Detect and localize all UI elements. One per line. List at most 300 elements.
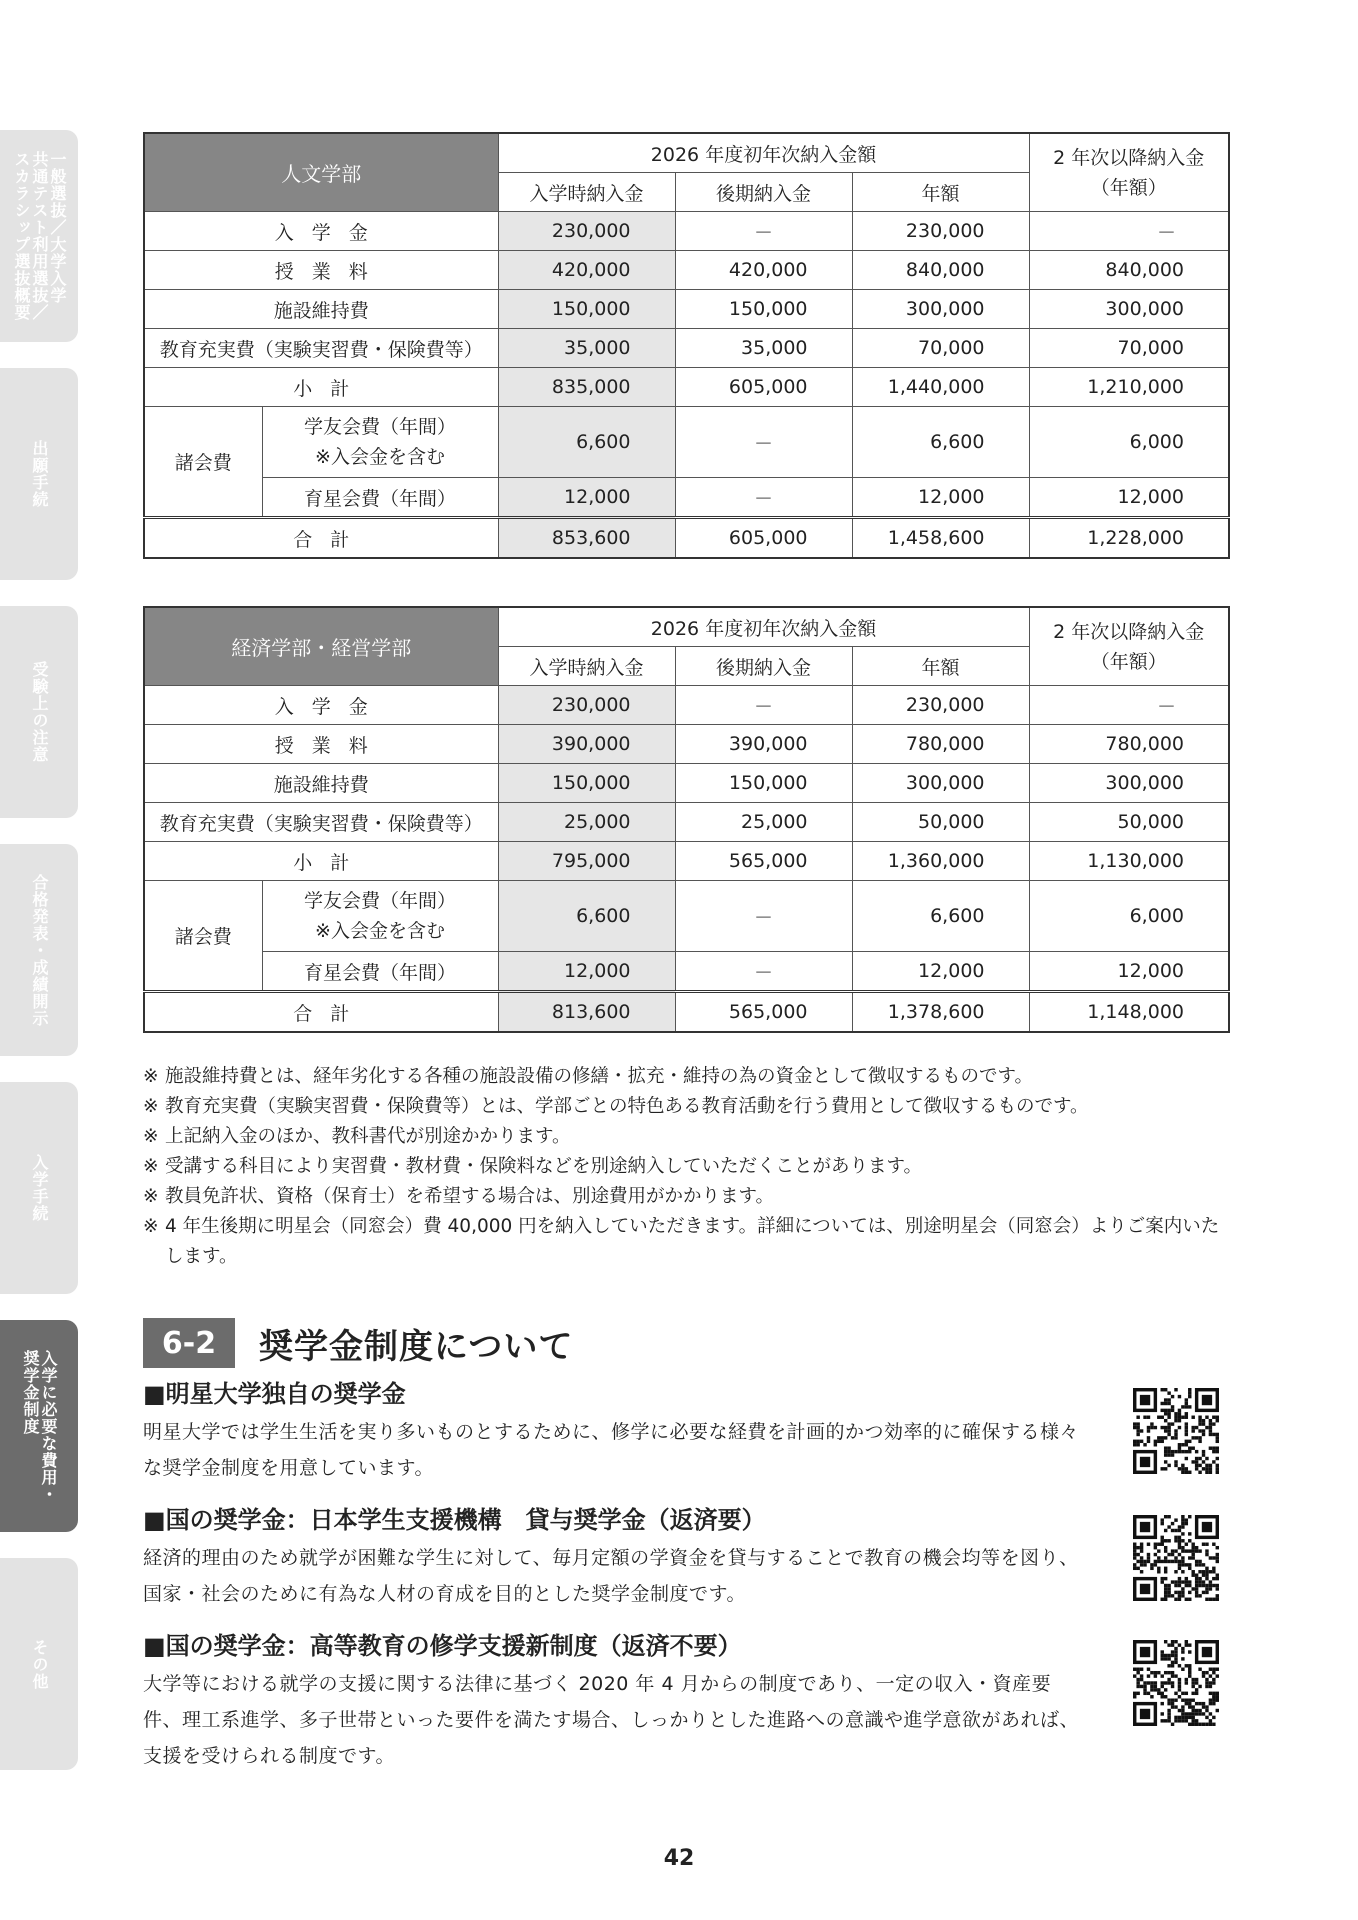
qr-module [1202, 1584, 1205, 1587]
row-label: 諸会費 [144, 881, 262, 992]
qr-module [1133, 1695, 1136, 1698]
side-tab-application[interactable] [0, 368, 78, 580]
table-row [144, 329, 1229, 368]
qr-module [1202, 1433, 1205, 1436]
table-row-total [144, 518, 1229, 559]
qr-module [1191, 1556, 1194, 1559]
qr-module [1136, 1443, 1139, 1446]
qr-module [1154, 1685, 1157, 1688]
qr-module [1181, 1405, 1184, 1408]
cell: － [675, 881, 852, 952]
side-tab-other[interactable] [0, 1558, 78, 1770]
qr-module [1167, 1515, 1170, 1518]
qr-module [1181, 1546, 1184, 1549]
qr-module [1164, 1546, 1167, 1549]
qr-module [1164, 1446, 1167, 1449]
qr-module [1171, 1405, 1174, 1408]
note-mark: ※ [143, 1096, 159, 1117]
qr-module [1154, 1426, 1157, 1429]
qr-module [1147, 1426, 1150, 1429]
qr-module [1216, 1587, 1219, 1590]
qr-module [1147, 1416, 1150, 1419]
qr-module [1171, 1549, 1174, 1552]
qr-module [1147, 1553, 1150, 1556]
qr-module [1174, 1716, 1177, 1719]
qr-module [1161, 1685, 1164, 1688]
qr-module [1212, 1668, 1215, 1671]
side-tab-general-selection[interactable] [0, 130, 78, 342]
qr-module [1212, 1678, 1215, 1681]
qr-module [1136, 1440, 1139, 1443]
qr-module [1174, 1674, 1177, 1677]
cell: 300,000 [852, 290, 1029, 329]
qr-module [1140, 1560, 1143, 1563]
qr-code-icon[interactable] [1133, 1640, 1219, 1726]
table-row [144, 881, 1229, 952]
qr-module [1216, 1433, 1219, 1436]
qr-module [1216, 1450, 1219, 1453]
qr-module [1205, 1573, 1208, 1576]
section-number: 6-2 [143, 1318, 235, 1368]
qr-code-icon[interactable] [1133, 1515, 1219, 1601]
qr-module [1188, 1671, 1191, 1674]
qr-module [1133, 1426, 1136, 1429]
qr-module [1174, 1580, 1177, 1583]
side-tab-fees-scholarships[interactable] [0, 1320, 78, 1532]
qr-module [1216, 1464, 1219, 1467]
qr-module [1136, 1671, 1139, 1674]
qr-code-icon[interactable] [1133, 1388, 1219, 1474]
note-item [143, 1062, 1233, 1092]
cell: 795,000 [498, 842, 675, 881]
row-label: 合計 [144, 518, 498, 559]
qr-module [1140, 1584, 1150, 1594]
qr-module [1143, 1563, 1146, 1566]
qr-module [1216, 1577, 1219, 1580]
cell: － [675, 212, 852, 251]
qr-module [1140, 1647, 1150, 1657]
qr-module [1198, 1416, 1201, 1419]
qr-module [1140, 1570, 1143, 1573]
qr-module [1181, 1450, 1184, 1453]
qr-module [1195, 1549, 1198, 1552]
qr-module [1202, 1460, 1205, 1463]
qr-module [1202, 1543, 1205, 1546]
qr-module [1167, 1553, 1170, 1556]
qr-module [1195, 1702, 1198, 1705]
qr-module [1188, 1723, 1191, 1726]
qr-module [1174, 1416, 1177, 1419]
qr-module [1202, 1647, 1212, 1657]
side-tab-label: 入学手続 [30, 1154, 49, 1222]
cell: 420,000 [498, 251, 675, 290]
qr-module [1202, 1712, 1205, 1715]
cell: 12,000 [1029, 478, 1229, 518]
qr-module [1209, 1685, 1212, 1688]
qr-module [1164, 1591, 1167, 1594]
qr-module [1205, 1416, 1208, 1419]
qr-module [1205, 1591, 1208, 1594]
cell: 230,000 [852, 686, 1029, 725]
side-tab-exam-notes[interactable] [0, 606, 78, 818]
qr-module [1198, 1709, 1201, 1712]
qr-module [1212, 1577, 1215, 1580]
qr-module [1157, 1549, 1160, 1552]
qr-module [1188, 1405, 1191, 1408]
qr-module [1171, 1671, 1174, 1674]
qr-module [1174, 1429, 1177, 1432]
qr-module [1185, 1412, 1188, 1415]
qr-module [1157, 1556, 1160, 1559]
qr-module [1133, 1668, 1136, 1671]
qr-module [1150, 1681, 1153, 1684]
qr-module [1167, 1426, 1170, 1429]
qr-module [1171, 1705, 1174, 1708]
qr-module [1167, 1453, 1170, 1456]
qr-module [1181, 1560, 1184, 1563]
qr-module [1178, 1560, 1181, 1563]
qr-module [1161, 1467, 1164, 1470]
qr-module [1216, 1471, 1219, 1474]
table-row [144, 952, 1229, 992]
qr-module [1216, 1436, 1219, 1439]
cell: 150,000 [498, 764, 675, 803]
qr-module [1174, 1450, 1177, 1453]
qr-module [1188, 1539, 1191, 1542]
qr-module [1185, 1522, 1188, 1525]
qr-module [1209, 1464, 1212, 1467]
cell: 1,360,000 [852, 842, 1029, 881]
qr-module [1185, 1543, 1188, 1546]
qr-module [1167, 1681, 1170, 1684]
qr-module [1143, 1443, 1146, 1446]
qr-module [1164, 1388, 1167, 1391]
qr-module [1171, 1409, 1174, 1412]
qr-module [1198, 1712, 1201, 1715]
qr-module [1195, 1591, 1198, 1594]
qr-module [1198, 1584, 1201, 1587]
qr-module [1181, 1532, 1184, 1535]
qr-module [1167, 1698, 1170, 1701]
qr-module [1133, 1443, 1136, 1446]
qr-module [1136, 1692, 1139, 1695]
qr-module [1171, 1698, 1174, 1701]
cell: － [1029, 686, 1229, 725]
second-year-header-line1: 2 年次以降納入金 [1053, 620, 1205, 643]
qr-module [1161, 1522, 1164, 1525]
qr-module [1164, 1688, 1167, 1691]
qr-module [1167, 1464, 1170, 1467]
cell: 1,378,600 [852, 992, 1029, 1033]
qr-module [1209, 1433, 1212, 1436]
note-text: 上記納入金のほか、教科書代が別途かかります。 [165, 1126, 571, 1147]
qr-module [1164, 1549, 1167, 1552]
row-label: 授業料 [144, 725, 498, 764]
qr-module [1188, 1549, 1191, 1552]
qr-module [1216, 1546, 1219, 1549]
qr-module [1171, 1529, 1174, 1532]
qr-module [1164, 1539, 1167, 1542]
qr-module [1188, 1584, 1191, 1587]
qr-module [1212, 1422, 1215, 1425]
qr-module [1202, 1705, 1205, 1708]
side-tab-label: 合格発表・成績開示 [30, 873, 49, 1027]
cell: 1,458,600 [852, 518, 1029, 559]
qr-module [1171, 1553, 1174, 1556]
qr-module [1205, 1587, 1208, 1590]
qr-module [1188, 1388, 1191, 1391]
qr-module [1174, 1698, 1177, 1701]
qr-module [1181, 1467, 1184, 1470]
qr-module [1205, 1671, 1208, 1674]
qr-module [1164, 1398, 1167, 1401]
qr-module [1140, 1556, 1143, 1559]
alumni-label: 学友会費（年間） [303, 890, 456, 912]
scholarship-body: 大学等における就学の支援に関する法律に基づく 2020 年 4 月からの制度であり、一定の収入・資産要件、理工系進学、多子世帯といった要件を満たす場合、しっかりとした進路への意識や進学意欲があれば、支援を受けられる制度です。 [143, 1673, 1080, 1767]
scholarship-block [143, 1378, 1083, 1486]
qr-module [1164, 1467, 1167, 1470]
row-label: 小計 [144, 842, 498, 881]
qr-module [1136, 1560, 1139, 1563]
cell: 230,000 [498, 686, 675, 725]
qr-module [1178, 1536, 1181, 1539]
table-row [144, 764, 1229, 803]
qr-module [1167, 1412, 1170, 1415]
qr-module [1198, 1563, 1201, 1566]
qr-module [1212, 1681, 1215, 1684]
qr-module [1157, 1436, 1160, 1439]
qr-module [1216, 1594, 1219, 1597]
qr-module [1212, 1598, 1215, 1601]
qr-module [1154, 1440, 1157, 1443]
qr-module [1185, 1692, 1188, 1695]
fee-table-economics-management [143, 606, 1230, 1033]
qr-module [1185, 1678, 1188, 1681]
qr-module [1171, 1436, 1174, 1439]
qr-module [1181, 1570, 1184, 1573]
qr-module [1216, 1560, 1219, 1563]
qr-module [1164, 1654, 1167, 1657]
qr-module [1164, 1681, 1167, 1684]
row-label: 教育充実費（実験実習費・保険費等） [144, 329, 498, 368]
qr-module [1185, 1416, 1188, 1419]
qr-module [1209, 1598, 1212, 1601]
qr-module [1174, 1692, 1177, 1695]
qr-module [1133, 1567, 1136, 1570]
qr-module [1161, 1436, 1164, 1439]
qr-module [1181, 1518, 1184, 1521]
qr-module [1209, 1702, 1212, 1705]
qr-module [1174, 1460, 1177, 1463]
qr-module [1178, 1678, 1181, 1681]
qr-module [1164, 1450, 1167, 1453]
qr-module [1174, 1640, 1177, 1643]
qr-module [1188, 1563, 1191, 1566]
qr-module [1209, 1471, 1212, 1474]
qr-module [1167, 1664, 1170, 1667]
qr-module [1185, 1643, 1188, 1646]
qr-module [1167, 1402, 1170, 1405]
qr-module [1191, 1436, 1194, 1439]
cell: － [675, 686, 852, 725]
qr-module [1161, 1560, 1164, 1563]
qr-module [1195, 1577, 1198, 1580]
cell: 1,148,000 [1029, 992, 1229, 1033]
row-label: 諸会費 [144, 407, 262, 518]
qr-module [1174, 1419, 1177, 1422]
qr-module [1209, 1467, 1212, 1470]
cell: 420,000 [675, 251, 852, 290]
qr-module [1136, 1426, 1139, 1429]
qr-module [1150, 1563, 1153, 1566]
qr-module [1191, 1716, 1194, 1719]
qr-module [1140, 1429, 1143, 1432]
qr-module [1188, 1556, 1191, 1559]
qr-module [1216, 1584, 1219, 1587]
row-label: 育星会費（年間） [262, 952, 498, 992]
cell: 12,000 [498, 952, 675, 992]
qr-module [1164, 1594, 1167, 1597]
qr-module [1133, 1546, 1136, 1549]
qr-module [1216, 1419, 1219, 1422]
qr-module [1188, 1440, 1191, 1443]
qr-module [1209, 1570, 1212, 1573]
cell: 605,000 [675, 518, 852, 559]
qr-module [1195, 1563, 1198, 1566]
qr-module [1136, 1553, 1139, 1556]
qr-module [1195, 1546, 1198, 1549]
qr-module [1198, 1594, 1201, 1597]
qr-module [1185, 1457, 1188, 1460]
page-number: 42 [663, 1846, 695, 1871]
qr-module [1209, 1668, 1212, 1671]
qr-module [1181, 1668, 1184, 1671]
table-row [144, 212, 1229, 251]
qr-module [1171, 1422, 1174, 1425]
qr-module [1171, 1450, 1174, 1453]
qr-module [1174, 1591, 1177, 1594]
cell: 1,228,000 [1029, 518, 1229, 559]
qr-module [1174, 1529, 1177, 1532]
qr-module [1150, 1422, 1153, 1425]
qr-module [1205, 1577, 1208, 1580]
qr-module [1216, 1698, 1219, 1701]
qr-module [1140, 1563, 1143, 1566]
qr-module [1147, 1674, 1150, 1677]
side-tab-enrollment[interactable] [0, 1082, 78, 1294]
second-year-header [1029, 607, 1229, 686]
qr-module [1212, 1698, 1215, 1701]
qr-module [1143, 1681, 1146, 1684]
qr-module [1181, 1549, 1184, 1552]
qr-module [1209, 1422, 1212, 1425]
qr-module [1185, 1698, 1188, 1701]
qr-module [1174, 1556, 1177, 1559]
qr-module [1209, 1429, 1212, 1432]
qr-module [1136, 1433, 1139, 1436]
side-tab-label: 出願手続 [30, 440, 49, 508]
cell: 780,000 [1029, 725, 1229, 764]
qr-module [1191, 1678, 1194, 1681]
first-year-header: 2026 年度初年次納入金額 [498, 133, 1029, 173]
cell: － [675, 478, 852, 518]
cell: 853,600 [498, 518, 675, 559]
cell: 1,130,000 [1029, 842, 1229, 881]
qr-module [1209, 1723, 1212, 1726]
qr-module [1171, 1522, 1174, 1525]
row-label [262, 881, 498, 952]
qr-module [1143, 1685, 1146, 1688]
qr-module [1164, 1598, 1167, 1601]
qr-module [1178, 1467, 1181, 1470]
qr-module [1143, 1560, 1146, 1563]
qr-module [1164, 1577, 1167, 1580]
qr-module [1147, 1556, 1150, 1559]
cell: 230,000 [852, 212, 1029, 251]
note-item [143, 1122, 1233, 1152]
qr-module [1178, 1643, 1181, 1646]
qr-module [1202, 1395, 1212, 1405]
qr-module [1216, 1553, 1219, 1556]
qr-module [1202, 1674, 1205, 1677]
qr-module [1167, 1422, 1170, 1425]
qr-module [1174, 1436, 1177, 1439]
qr-module [1191, 1692, 1194, 1695]
second-year-header-line2: （年額） [1090, 650, 1167, 673]
qr-module [1212, 1460, 1215, 1463]
qr-module [1185, 1422, 1188, 1425]
qr-module [1164, 1515, 1167, 1518]
qr-module [1178, 1563, 1181, 1566]
qr-module [1140, 1543, 1143, 1546]
qr-module [1191, 1705, 1194, 1708]
qr-module [1188, 1702, 1191, 1705]
qr-module [1216, 1695, 1219, 1698]
qr-module [1188, 1471, 1191, 1474]
qr-module [1154, 1688, 1157, 1691]
qr-module [1164, 1429, 1167, 1432]
qr-module [1191, 1709, 1194, 1712]
table-row [144, 686, 1229, 725]
qr-module [1161, 1409, 1164, 1412]
qr-module [1188, 1664, 1191, 1667]
qr-module [1191, 1723, 1194, 1726]
qr-module [1164, 1695, 1167, 1698]
qr-module [1191, 1553, 1194, 1556]
qr-module [1209, 1681, 1212, 1684]
qr-module [1205, 1570, 1208, 1573]
row-label: 施設維持費 [144, 764, 498, 803]
qr-module [1185, 1584, 1188, 1587]
qr-module [1216, 1674, 1219, 1677]
row-label: 小計 [144, 368, 498, 407]
side-tab-results[interactable] [0, 844, 78, 1056]
qr-module [1178, 1395, 1181, 1398]
qr-module [1185, 1712, 1188, 1715]
qr-module [1195, 1681, 1198, 1684]
qr-module [1185, 1640, 1188, 1643]
qr-module [1195, 1584, 1198, 1587]
cell: 390,000 [498, 725, 675, 764]
qr-module [1198, 1723, 1201, 1726]
qr-module [1167, 1716, 1170, 1719]
qr-module [1188, 1591, 1191, 1594]
qr-module [1185, 1398, 1188, 1401]
qr-module [1181, 1716, 1184, 1719]
qr-module [1174, 1536, 1177, 1539]
qr-module [1174, 1570, 1177, 1573]
qr-module [1216, 1416, 1219, 1419]
